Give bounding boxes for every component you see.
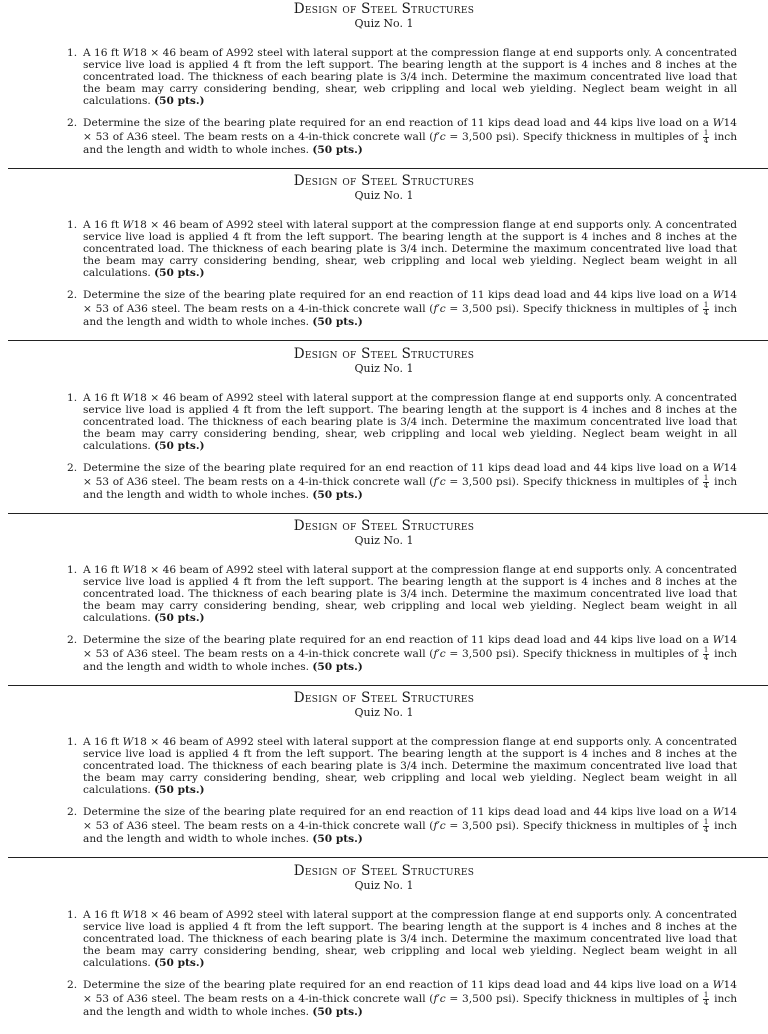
problem-2-shape-size: 14 × 53: [83, 634, 737, 660]
problem-2-shape-symbol: W: [712, 462, 724, 474]
problem-2-text-c: ). Specify thickness in multiples of: [511, 302, 699, 315]
problem-1: [67, 393, 737, 453]
problem-2-fc-value: = 3,500 psi: [449, 992, 512, 1005]
problem-2-shape-size: 14 × 53: [83, 462, 737, 488]
fraction-numerator: 1: [703, 817, 709, 826]
fraction-denominator: 4: [703, 308, 709, 317]
problem-1-points: (50 pts.): [154, 94, 205, 107]
problem-1-text-a: A 16 ft: [83, 219, 120, 231]
problem-2-text-d: inch and the length and width to whole inches.: [83, 302, 738, 328]
problem-2-text-b: of A36 steel. The beam rests on a 4-in-thick concrete wall (: [112, 819, 434, 832]
problem-1-text: [83, 565, 737, 625]
quiz-title: Design of Steel Structures: [293, 173, 475, 189]
problem-1: [67, 48, 737, 108]
problem-1-shape-size: 18 × 46: [133, 219, 177, 231]
problem-2-text: [83, 635, 737, 674]
fraction-denominator: 4: [703, 825, 709, 834]
fraction-numerator: 1: [703, 990, 709, 999]
quiz-subtitle: Quiz No. 1: [354, 362, 414, 375]
section-divider: [8, 685, 768, 686]
problem-1-points: (50 pts.): [154, 439, 205, 452]
problem-1-shape-size: 18 × 46: [133, 392, 177, 404]
section-divider: [8, 857, 768, 858]
problem-1-number: 1.: [67, 564, 78, 576]
problem-2-number: 2.: [67, 806, 78, 818]
problem-2-number: 2.: [67, 634, 78, 646]
problem-2-text-a: Determine the size of the bearing plate required for an end reaction of 11 kips dead load and 44 kips live load on a: [83, 806, 709, 818]
problem-2-shape-size: 14 × 53: [83, 979, 737, 1005]
problem-1-points: (50 pts.): [154, 783, 205, 796]
problem-2-fc-value: = 3,500 psi: [449, 819, 512, 832]
fraction-numerator: 1: [703, 128, 709, 137]
problem-1-shape-size: 18 × 46: [133, 47, 177, 59]
problem-1-shape-symbol: W: [122, 564, 134, 576]
problem-1-shape-size: 18 × 46: [133, 564, 177, 576]
problem-1-text-a: A 16 ft: [83, 392, 120, 404]
quiz-title: Design of Steel Structures: [293, 863, 475, 879]
fraction-numerator: 1: [703, 473, 709, 482]
problem-2-text: [83, 463, 737, 502]
quarter-fraction: [703, 819, 709, 834]
fraction-numerator: 1: [703, 645, 709, 654]
problem-2-text: [83, 118, 737, 157]
problem-1: [67, 565, 737, 625]
problem-2-fc-symbol: f′c: [433, 992, 446, 1005]
problem-2-text-c: ). Specify thickness in multiples of: [511, 475, 699, 488]
problem-1-text: [83, 220, 737, 280]
problem-2-text-d: inch and the length and width to whole inches.: [83, 475, 738, 501]
problem-2-number: 2.: [67, 462, 78, 474]
problem-2-text-c: ). Specify thickness in multiples of: [511, 819, 699, 832]
quiz-subtitle: Quiz No. 1: [354, 706, 414, 719]
problem-2-points: (50 pts.): [312, 832, 363, 845]
problem-2-fc-value: = 3,500 psi: [449, 475, 512, 488]
quiz-title: Design of Steel Structures: [293, 346, 475, 362]
problem-2-fc-value: = 3,500 psi: [449, 130, 512, 143]
problem-1-text-a: A 16 ft: [83, 47, 120, 59]
problem-2-fc-symbol: f′c: [433, 302, 446, 315]
problem-1-shape-size: 18 × 46: [133, 736, 177, 748]
problem-1-number: 1.: [67, 736, 78, 748]
problem-2-text-a: Determine the size of the bearing plate required for an end reaction of 11 kips dead load and 44 kips live load on a: [83, 289, 709, 301]
problem-2-number: 2.: [67, 289, 78, 301]
problem-2-points: (50 pts.): [312, 660, 363, 673]
quarter-fraction: [703, 647, 709, 662]
problem-1-points: (50 pts.): [154, 956, 205, 969]
problem-1-text-a: A 16 ft: [83, 564, 120, 576]
problem-1-text-b: beam of A992 steel with lateral support at the compression flange at end supports only. A concentrated service live load is applied 4 ft from the left support. The bearing length at the support is 4 inches and 8 inches at the concentrated load. The thickness of each bearing plate is 3/4 inch. Determine the maximum concentrated live load that the beam may carry considering bending, shear, web crippling and local web yielding. Neglect beam weight in all calculations.: [83, 736, 737, 796]
fraction-numerator: 1: [703, 300, 709, 309]
problem-2-text-b: of A36 steel. The beam rests on a 4-in-thick concrete wall (: [112, 647, 434, 660]
problem-2-shape-size: 14 × 53: [83, 289, 737, 315]
problem-1-text-b: beam of A992 steel with lateral support at the compression flange at end supports only. A concentrated service live load is applied 4 ft from the left support. The bearing length at the support is 4 inches and 8 inches at the concentrated load. The thickness of each bearing plate is 3/4 inch. Determine the maximum concentrated live load that the beam may carry considering bending, shear, web crippling and local web yielding. Neglect beam weight in all calculations.: [83, 47, 737, 107]
problem-1-text-a: A 16 ft: [83, 909, 120, 921]
problem-1-number: 1.: [67, 392, 78, 404]
section-divider: [8, 340, 768, 341]
problem-2-points: (50 pts.): [312, 1005, 363, 1018]
problem-1-text-b: beam of A992 steel with lateral support at the compression flange at end supports only. A concentrated service live load is applied 4 ft from the left support. The bearing length at the support is 4 inches and 8 inches at the concentrated load. The thickness of each bearing plate is 3/4 inch. Determine the maximum concentrated live load that the beam may carry considering bending, shear, web crippling and local web yielding. Neglect beam weight in all calculations.: [83, 219, 737, 279]
problem-1-points: (50 pts.): [154, 266, 205, 279]
problem-1-shape-symbol: W: [122, 47, 134, 59]
problem-2-points: (50 pts.): [312, 143, 363, 156]
problem-2-number: 2.: [67, 117, 78, 129]
quiz-subtitle: Quiz No. 1: [354, 879, 414, 892]
problem-2-shape-symbol: W: [712, 806, 724, 818]
problem-2-fc-symbol: f′c: [433, 647, 446, 660]
problem-2-fc-symbol: f′c: [433, 475, 446, 488]
problem-2-shape-symbol: W: [712, 634, 724, 646]
problem-2: [67, 807, 737, 846]
quiz-title: Design of Steel Structures: [293, 1, 475, 17]
problem-2: [67, 980, 737, 1019]
problem-2-text: [83, 980, 737, 1019]
problem-1-shape-size: 18 × 46: [133, 909, 177, 921]
problem-2-points: (50 pts.): [312, 315, 363, 328]
problem-2-text-a: Determine the size of the bearing plate required for an end reaction of 11 kips dead load and 44 kips live load on a: [83, 117, 709, 129]
quiz-block: [0, 172, 768, 344]
problem-2-text-c: ). Specify thickness in multiples of: [511, 130, 699, 143]
problem-2-text-b: of A36 steel. The beam rests on a 4-in-thick concrete wall (: [112, 130, 434, 143]
problem-1-number: 1.: [67, 47, 78, 59]
quiz-subtitle: Quiz No. 1: [354, 534, 414, 547]
problem-2-text-a: Determine the size of the bearing plate required for an end reaction of 11 kips dead load and 44 kips live load on a: [83, 462, 709, 474]
problem-2-number: 2.: [67, 979, 78, 991]
problem-2-text: [83, 807, 737, 846]
problem-1-points: (50 pts.): [154, 611, 205, 624]
problem-2-shape-symbol: W: [712, 117, 724, 129]
quiz-title: Design of Steel Structures: [293, 518, 475, 534]
problem-1-number: 1.: [67, 909, 78, 921]
problem-1: [67, 910, 737, 970]
problem-1-text: [83, 910, 737, 970]
problem-2-shape-symbol: W: [712, 289, 724, 301]
fraction-denominator: 4: [703, 998, 709, 1007]
problem-2-fc-symbol: f′c: [433, 819, 446, 832]
quarter-fraction: [703, 130, 709, 145]
quarter-fraction: [703, 992, 709, 1007]
problem-2-fc-value: = 3,500 psi: [449, 647, 512, 660]
quarter-fraction: [703, 302, 709, 317]
quiz-block: [0, 689, 768, 861]
quiz-subtitle: Quiz No. 1: [354, 189, 414, 202]
problem-1-text-b: beam of A992 steel with lateral support at the compression flange at end supports only. A concentrated service live load is applied 4 ft from the left support. The bearing length at the support is 4 inches and 8 inches at the concentrated load. The thickness of each bearing plate is 3/4 inch. Determine the maximum concentrated live load that the beam may carry considering bending, shear, web crippling and local web yielding. Neglect beam weight in all calculations.: [83, 564, 737, 624]
quarter-fraction: [703, 475, 709, 490]
quiz-block: [0, 517, 768, 689]
problem-2: [67, 118, 737, 157]
problem-2-text-a: Determine the size of the bearing plate required for an end reaction of 11 kips dead load and 44 kips live load on a: [83, 634, 709, 646]
fraction-denominator: 4: [703, 481, 709, 490]
quiz-block: [0, 345, 768, 517]
problem-2-text-d: inch and the length and width to whole inches.: [83, 130, 738, 156]
problem-2-text-a: Determine the size of the bearing plate required for an end reaction of 11 kips dead load and 44 kips live load on a: [83, 979, 709, 991]
fraction-denominator: 4: [703, 653, 709, 662]
quiz-block: [0, 0, 768, 172]
section-divider: [8, 168, 768, 169]
problem-2-text-d: inch and the length and width to whole inches.: [83, 992, 738, 1018]
problem-1-text-b: beam of A992 steel with lateral support at the compression flange at end supports only. A concentrated service live load is applied 4 ft from the left support. The bearing length at the support is 4 inches and 8 inches at the concentrated load. The thickness of each bearing plate is 3/4 inch. Determine the maximum concentrated live load that the beam may carry considering bending, shear, web crippling and local web yielding. Neglect beam weight in all calculations.: [83, 392, 737, 452]
problem-2: [67, 463, 737, 502]
problem-2: [67, 290, 737, 329]
problem-2-points: (50 pts.): [312, 488, 363, 501]
problem-2-shape-symbol: W: [712, 979, 724, 991]
quiz-block: [0, 862, 768, 1034]
problem-1-text: [83, 737, 737, 797]
problem-2-text-c: ). Specify thickness in multiples of: [511, 992, 699, 1005]
problem-2-fc-symbol: f′c: [433, 130, 446, 143]
problem-2-shape-size: 14 × 53: [83, 806, 737, 832]
problem-1: [67, 737, 737, 797]
problem-2-text-c: ). Specify thickness in multiples of: [511, 647, 699, 660]
problem-2-shape-size: 14 × 53: [83, 117, 737, 143]
problem-2-fc-value: = 3,500 psi: [449, 302, 512, 315]
problem-1-shape-symbol: W: [122, 392, 134, 404]
problem-2-text: [83, 290, 737, 329]
problem-1-text: [83, 393, 737, 453]
problem-2-text-d: inch and the length and width to whole inches.: [83, 819, 738, 845]
problem-2-text-d: inch and the length and width to whole inches.: [83, 647, 738, 673]
problem-2-text-b: of A36 steel. The beam rests on a 4-in-thick concrete wall (: [112, 992, 434, 1005]
problem-1-shape-symbol: W: [122, 909, 134, 921]
section-divider: [8, 513, 768, 514]
problem-1-shape-symbol: W: [122, 219, 134, 231]
problem-2-text-b: of A36 steel. The beam rests on a 4-in-thick concrete wall (: [112, 302, 434, 315]
problem-1-text-a: A 16 ft: [83, 736, 120, 748]
problem-1-text: [83, 48, 737, 108]
problem-1-shape-symbol: W: [122, 736, 134, 748]
quiz-title: Design of Steel Structures: [293, 690, 475, 706]
problem-1: [67, 220, 737, 280]
fraction-denominator: 4: [703, 136, 709, 145]
problem-2: [67, 635, 737, 674]
quiz-subtitle: Quiz No. 1: [354, 17, 414, 30]
problem-2-text-b: of A36 steel. The beam rests on a 4-in-thick concrete wall (: [112, 475, 434, 488]
problem-1-text-b: beam of A992 steel with lateral support at the compression flange at end supports only. A concentrated service live load is applied 4 ft from the left support. The bearing length at the support is 4 inches and 8 inches at the concentrated load. The thickness of each bearing plate is 3/4 inch. Determine the maximum concentrated live load that the beam may carry considering bending, shear, web crippling and local web yielding. Neglect beam weight in all calculations.: [83, 909, 737, 969]
problem-1-number: 1.: [67, 219, 78, 231]
